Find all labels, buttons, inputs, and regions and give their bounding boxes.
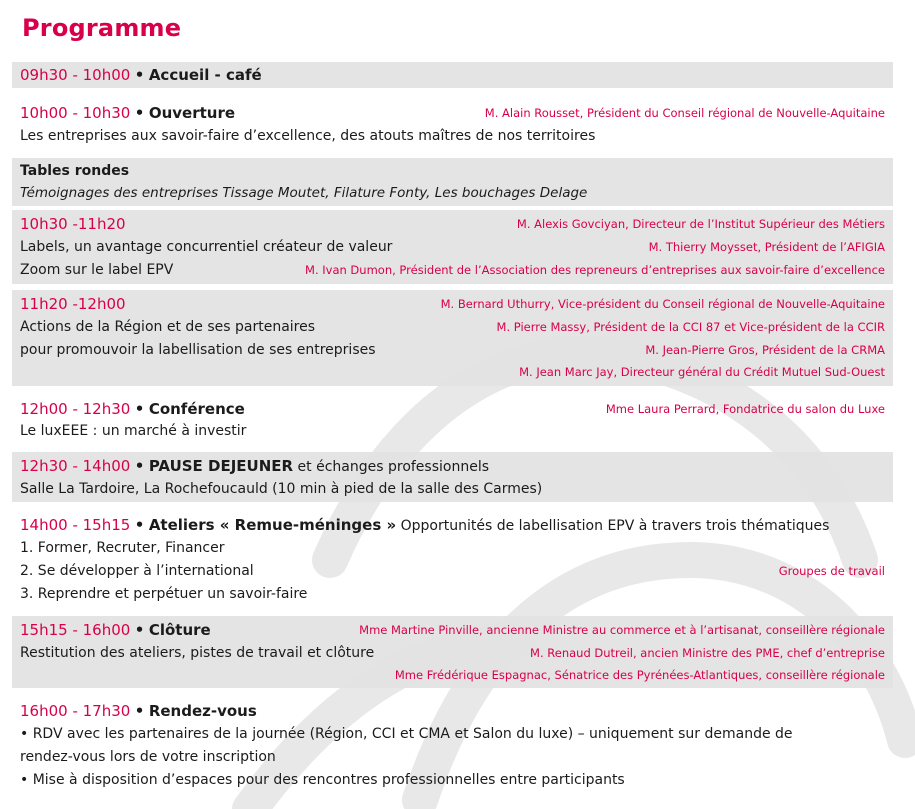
speaker: Groupes de travail (778, 564, 885, 578)
programme-item-ateliers (12, 512, 893, 608)
list-item: • RDV avec les partenaires de la journée (Région, CCI et CMA et Salon du luxe) – uniquement sur demande de (20, 726, 793, 742)
speaker: M. Ivan Dumon, Président de l’Association des repreneurs d’entreprises aux savoir-faire d’excellence (305, 263, 885, 277)
bullet-separator: • (134, 457, 145, 475)
speaker: M. Pierre Massy, Président de la CCI 87 et Vice-président de la CCIR (496, 320, 885, 334)
bullet-separator: • (134, 702, 145, 720)
time-slot: 12h30 - 14h00 (20, 457, 131, 475)
session-title-rest: et échanges professionnels (297, 459, 490, 475)
programme-item-region (12, 290, 893, 386)
time-slot: 10h30 -11h20 (20, 215, 126, 233)
speaker: M. Bernard Uthurry, Vice-président du Conseil régional de Nouvelle-Aquitaine (440, 297, 885, 311)
bullet-separator: • (134, 516, 145, 534)
list-item-continued: rendez-vous lors de votre inscription (20, 749, 276, 765)
bullet-separator: • (134, 66, 145, 84)
programme-item-rendez-vous (12, 698, 893, 798)
session-description: Labels, un avantage concurrentiel créateur de valeur (20, 239, 393, 255)
speaker: M. Alexis Govciyan, Directeur de l’Institut Supérieur des Métiers (516, 217, 885, 231)
speaker: M. Jean-Pierre Gros, Président de la CRMA (645, 343, 885, 357)
bullet-separator: • (134, 104, 145, 122)
time-slot: 14h00 - 15h15 (20, 516, 131, 534)
time-slot: 10h00 - 10h30 (20, 104, 131, 122)
bullet-separator: • (134, 400, 145, 418)
time-slot: 09h30 - 10h00 (20, 66, 131, 84)
time-slot: 15h15 - 16h00 (20, 621, 131, 639)
programme-item-tables-rondes (12, 158, 893, 206)
session-title: Rendez-vous (148, 702, 257, 720)
time-slot: 16h00 - 17h30 (20, 702, 131, 720)
session-description: Le luxEEE : un marché à investir (20, 423, 247, 439)
section-subtitle: Témoignages des entreprises Tissage Moutet, Filature Fonty, Les bouchages Delage (20, 185, 588, 201)
time-slot: 12h00 - 12h30 (20, 400, 131, 418)
programme-item-accueil (12, 62, 893, 88)
session-description: Les entreprises aux savoir-faire d’excellence, des atouts maîtres de nos territoires (20, 128, 596, 144)
session-title-rest: Opportunités de labellisation EPV à travers trois thématiques (400, 518, 830, 534)
session-description: Zoom sur le label EPV (20, 262, 174, 278)
speaker: M. Alain Rousset, Président du Conseil régional de Nouvelle-Aquitaine (484, 106, 885, 120)
session-title: Conférence (148, 400, 245, 418)
programme-item-labels (12, 210, 893, 284)
list-item: 2. Se développer à l’international (20, 563, 254, 579)
speaker: M. Thierry Moysset, Président de l’AFIGIA (648, 240, 885, 254)
programme-item-pause (12, 452, 893, 502)
time-slot: 11h20 -12h00 (20, 295, 126, 313)
session-title: PAUSE DEJEUNER (148, 457, 294, 475)
session-description: Actions de la Région et de ses partenaires (20, 319, 316, 335)
session-title: Clôture (148, 621, 211, 639)
programme-item-ouverture (12, 100, 893, 150)
bullet-separator: • (134, 621, 145, 639)
session-description: Salle La Tardoire, La Rochefoucauld (10 min à pied de la salle des Carmes) (20, 481, 543, 497)
speaker: Mme Laura Perrard, Fondatrice du salon du Luxe (605, 402, 885, 416)
session-description: pour promouvoir la labellisation de ses entreprises (20, 342, 376, 358)
session-title: Ouverture (148, 104, 236, 122)
list-item: 3. Reprendre et perpétuer un savoir-faire (20, 586, 308, 602)
list-item: 1. Former, Recruter, Financer (20, 540, 225, 556)
speaker: Mme Martine Pinville, ancienne Ministre au commerce et à l’artisanat, conseillère régionale (359, 623, 885, 637)
programme-item-conference (12, 396, 893, 444)
session-description: Restitution des ateliers, pistes de travail et clôture (20, 645, 375, 661)
programme-item-cloture (12, 616, 893, 688)
session-title: Ateliers « Remue-méninges » (148, 516, 397, 534)
list-item: • Mise à disposition d’espaces pour des rencontres professionnelles entre participants (20, 772, 625, 788)
speaker: M. Jean Marc Jay, Directeur général du Crédit Mutuel Sud-Ouest (519, 365, 885, 379)
section-title: Tables rondes (20, 163, 130, 179)
speaker: M. Renaud Dutreil, ancien Ministre des PME, chef d’entreprise (530, 646, 885, 660)
page-title: Programme (22, 14, 182, 42)
speaker: Mme Frédérique Espagnac, Sénatrice des Pyrénées-Atlantiques, conseillère régionale (394, 668, 885, 682)
session-title: Accueil - café (148, 66, 262, 84)
